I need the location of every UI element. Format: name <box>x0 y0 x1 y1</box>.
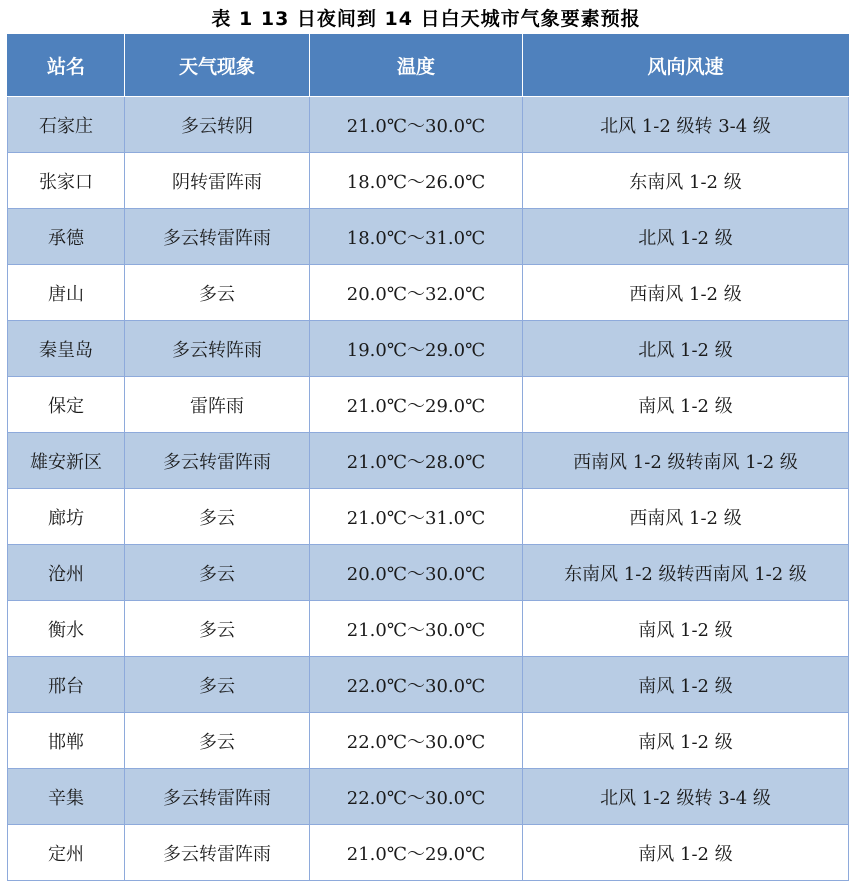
weather-cell: 多云 <box>125 545 310 601</box>
wind-cell: 北风 1-2 级转 3-4 级 <box>523 769 849 825</box>
table-row <box>8 769 849 825</box>
station-cell: 定州 <box>8 825 125 881</box>
table-row <box>8 209 849 265</box>
weather-cell: 多云 <box>125 713 310 769</box>
station-cell: 石家庄 <box>8 97 125 153</box>
station-cell: 承德 <box>8 209 125 265</box>
header-wind: 风向风速 <box>523 34 849 97</box>
temperature-cell: 18.0℃～31.0℃ <box>310 209 523 265</box>
station-cell: 廊坊 <box>8 489 125 545</box>
weather-cell: 雷阵雨 <box>125 377 310 433</box>
weather-cell: 多云 <box>125 265 310 321</box>
table-row <box>8 433 849 489</box>
table-row <box>8 601 849 657</box>
wind-cell: 北风 1-2 级转 3-4 级 <box>523 97 849 153</box>
wind-cell: 南风 1-2 级 <box>523 713 849 769</box>
temperature-cell: 22.0℃～30.0℃ <box>310 769 523 825</box>
temperature-cell: 21.0℃～31.0℃ <box>310 489 523 545</box>
wind-cell: 东南风 1-2 级转西南风 1-2 级 <box>523 545 849 601</box>
table-row <box>8 657 849 713</box>
wind-cell: 南风 1-2 级 <box>523 377 849 433</box>
table-row <box>8 321 849 377</box>
table-row <box>8 825 849 881</box>
table-row <box>8 377 849 433</box>
station-cell: 雄安新区 <box>8 433 125 489</box>
station-cell: 邢台 <box>8 657 125 713</box>
wind-cell: 南风 1-2 级 <box>523 601 849 657</box>
temperature-cell: 20.0℃～30.0℃ <box>310 545 523 601</box>
wind-cell: 西南风 1-2 级 <box>523 265 849 321</box>
weather-cell: 阴转雷阵雨 <box>125 153 310 209</box>
wind-cell: 南风 1-2 级 <box>523 825 849 881</box>
table-row <box>8 265 849 321</box>
header-row <box>8 34 849 97</box>
header-station: 站名 <box>8 34 125 97</box>
temperature-cell: 19.0℃～29.0℃ <box>310 321 523 377</box>
temperature-cell: 18.0℃～26.0℃ <box>310 153 523 209</box>
weather-cell: 多云 <box>125 489 310 545</box>
temperature-cell: 21.0℃～30.0℃ <box>310 97 523 153</box>
weather-cell: 多云转雷阵雨 <box>125 825 310 881</box>
weather-cell: 多云转阵雨 <box>125 321 310 377</box>
temperature-cell: 22.0℃～30.0℃ <box>310 657 523 713</box>
station-cell: 张家口 <box>8 153 125 209</box>
table-row <box>8 153 849 209</box>
station-cell: 衡水 <box>8 601 125 657</box>
weather-cell: 多云 <box>125 601 310 657</box>
weather-cell: 多云转阴 <box>125 97 310 153</box>
temperature-cell: 21.0℃～29.0℃ <box>310 377 523 433</box>
table-caption: 表 1 13 日夜间到 14 日白天城市气象要素预报 <box>211 8 641 30</box>
temperature-cell: 22.0℃～30.0℃ <box>310 713 523 769</box>
temperature-cell: 20.0℃～32.0℃ <box>310 265 523 321</box>
wind-cell: 东南风 1-2 级 <box>523 153 849 209</box>
station-cell: 辛集 <box>8 769 125 825</box>
wind-cell: 北风 1-2 级 <box>523 321 849 377</box>
weather-cell: 多云 <box>125 657 310 713</box>
weather-cell: 多云转雷阵雨 <box>125 769 310 825</box>
station-cell: 保定 <box>8 377 125 433</box>
table-row <box>8 713 849 769</box>
temperature-cell: 21.0℃～29.0℃ <box>310 825 523 881</box>
wind-cell: 北风 1-2 级 <box>523 209 849 265</box>
header-temperature: 温度 <box>310 34 523 97</box>
forecast-table <box>7 34 849 881</box>
wind-cell: 西南风 1-2 级转南风 1-2 级 <box>523 433 849 489</box>
weather-cell: 多云转雷阵雨 <box>125 433 310 489</box>
station-cell: 秦皇岛 <box>8 321 125 377</box>
table-row <box>8 545 849 601</box>
temperature-cell: 21.0℃～28.0℃ <box>310 433 523 489</box>
station-cell: 沧州 <box>8 545 125 601</box>
temperature-cell: 21.0℃～30.0℃ <box>310 601 523 657</box>
station-cell: 唐山 <box>8 265 125 321</box>
weather-cell: 多云转雷阵雨 <box>125 209 310 265</box>
station-cell: 邯郸 <box>8 713 125 769</box>
wind-cell: 西南风 1-2 级 <box>523 489 849 545</box>
table-row <box>8 97 849 153</box>
header-weather: 天气现象 <box>125 34 310 97</box>
table-row <box>8 489 849 545</box>
wind-cell: 南风 1-2 级 <box>523 657 849 713</box>
